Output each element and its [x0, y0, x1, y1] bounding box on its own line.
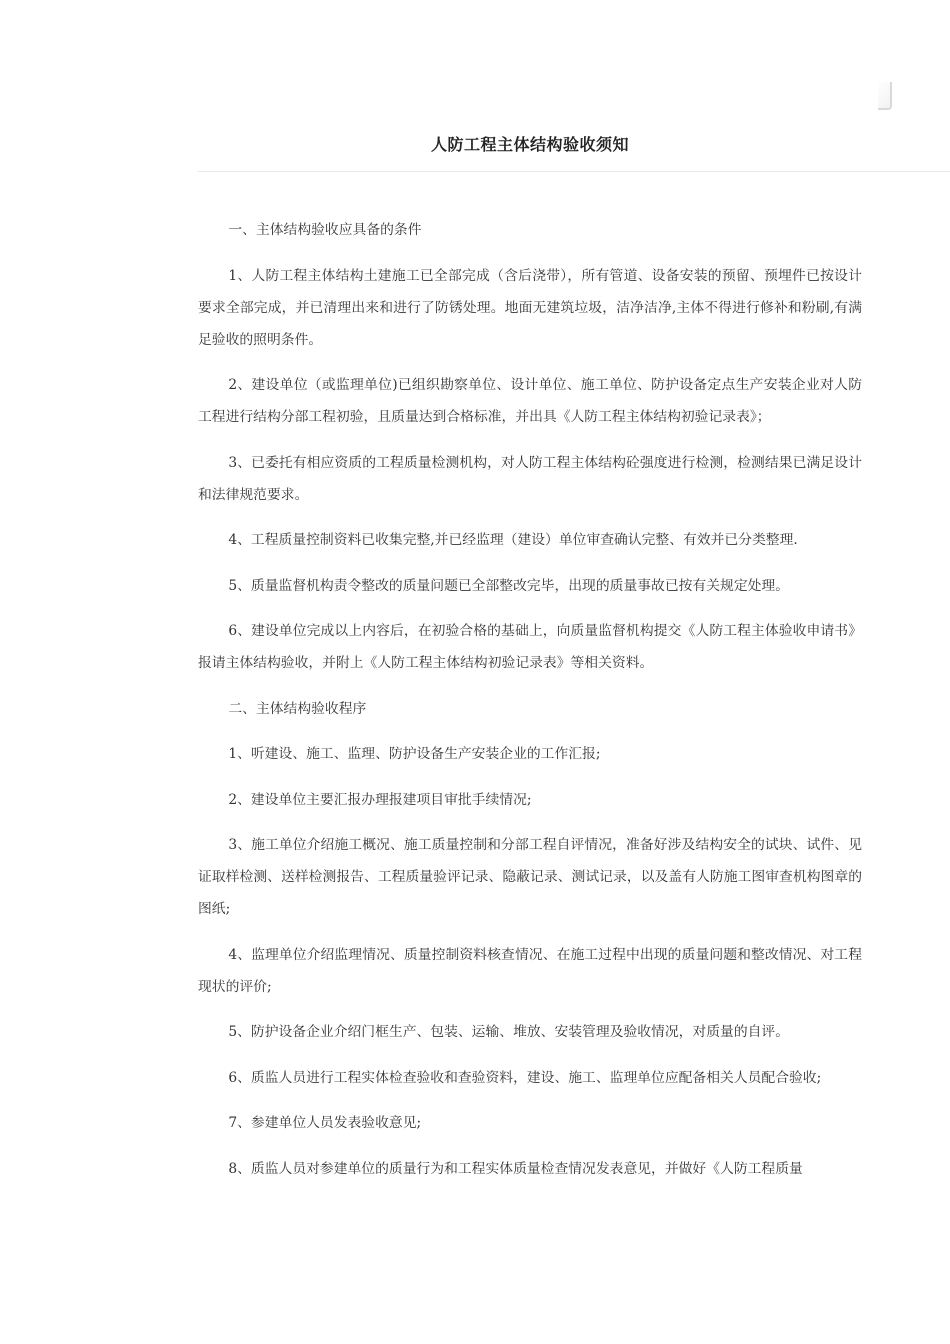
procedure-item-8: 8、质监人员对参建单位的质量行为和工程实体质量检查情况发表意见，并做好《人防工程质量: [228, 1160, 803, 1177]
condition-item-1: 1、人防工程主体结构土建施工已全部完成（含后浇带），所有管道、设备安装的预留、预埋件已按设计要求全部完成，并已清理出来和进行了防锈处理。地面无建筑垃圾，洁净洁净,主体不得进行修补和粉刷,有满足验收的照明条件。: [198, 267, 862, 348]
procedure-item-5: 5、防护设备企业介绍门框生产、包装、运输、堆放、安装管理及验收情况，对质量的自评。: [228, 1024, 790, 1040]
procedure-item-1: 1、听建设、施工、监理、防护设备生产安装企业的工作汇报;: [228, 746, 601, 762]
condition-item-5: 5、质量监督机构责令整改的质量问题已全部整改完毕，出现的质量事故已按有关规定处理。: [228, 577, 790, 594]
procedure-item-6: 6、质监人员进行工程实体检查验收和查验资料，建设、施工、监理单位应配备相关人员配合验收;: [228, 1069, 822, 1086]
procedure-item-3: 3、施工单位介绍施工概况、施工质量控制和分部工程自评情况，准备好涉及结构安全的试块、试件、见证取样检测、送样检测报告、工程质量验评记录、隐蔽记录、测试记录，以及盖有人防施工图审查机构图章的图纸;: [198, 837, 862, 917]
condition-item-3: 3、已委托有相应资质的工程质量检测机构，对人防工程主体结构砼强度进行检测，检测结果已满足设计和法律规范要求。: [198, 454, 862, 503]
procedure-item-2: 2、建设单位主要汇报办理报建项目审批手续情况;: [228, 791, 532, 808]
document-title: 人防工程主体结构验收须知: [430, 135, 629, 154]
condition-item-4: 4、工程质量控制资料已收集完整,并已经监理（建设）单位审查确认完整、有效并已分类整理.: [228, 532, 798, 548]
procedure-item-4: 4、监理单位介绍监理情况、质量控制资料核查情况、在施工过程中出现的质量问题和整改情况、对工程现状的评价;: [198, 946, 862, 995]
document-body: [198, 214, 862, 1198]
section-heading-procedure: 二、主体结构验收程序: [228, 700, 367, 717]
section-heading-conditions: 一、主体结构验收应具备的条件: [228, 222, 422, 238]
condition-item-2: 2、建设单位（或监理单位)已组织勘察单位、设计单位、施工单位、防护设备定点生产安装企业对人防工程进行结构分部工程初验，且质量达到合格标准，并出具《人防工程主体结构初验记录表》；: [198, 377, 862, 425]
page-corner-fold: [878, 82, 892, 110]
title-divider: [198, 171, 950, 172]
condition-item-6: 6、建设单位完成以上内容后，在初验合格的基础上，向质量监督机构提交《人防工程主体验收申请书》报请主体结构验收，并附上《人防工程主体结构初验记录表》等相关资料。: [198, 623, 862, 671]
procedure-item-7: 7、参建单位人员发表验收意见;: [228, 1115, 422, 1131]
